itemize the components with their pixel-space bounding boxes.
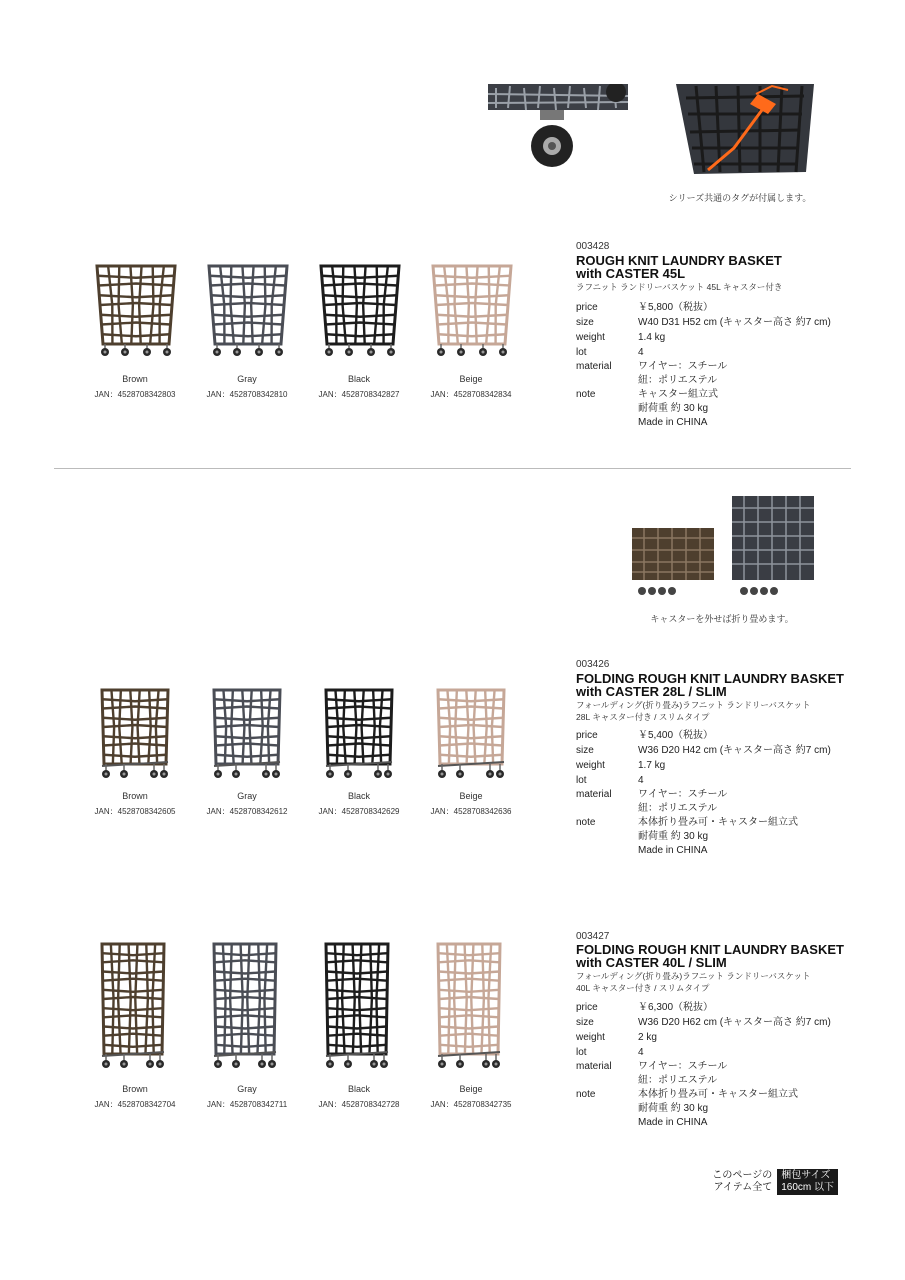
spec-value: 耐荷重 約 30 kg [638,403,709,414]
spec-table [576,729,831,858]
variant-jan: JAN：4528708342605 [94,807,176,816]
variant-color: Beige [459,374,483,384]
variant-color: Black [347,1084,370,1094]
section-divider [54,468,851,469]
spec-key: lot [576,1047,587,1058]
spec-table [576,1001,831,1130]
variant-jan: JAN：4528708342735 [430,1100,512,1109]
badge-label-line: アイテム全て [713,1182,773,1193]
spec-key: lot [576,347,587,358]
spec-key: lot [576,775,587,786]
title-line: FOLDING ROUGH KNIT LAUNDRY BASKET [576,942,844,957]
basket-brown-image [95,264,177,358]
spec-value: 2 kg [638,1032,657,1043]
spec-key: material [576,1061,612,1072]
tag-detail-photo [676,84,814,176]
spec-key: weight [576,332,605,343]
basket-brown-image [98,940,168,1070]
spec-value: 耐荷重 約 30 kg [638,831,709,842]
subtitle-line: ラフニット ランドリーバスケット 45L キャスター付き [576,282,783,292]
spec-key: price [576,302,598,313]
spec-value: 4 [638,1047,644,1058]
spec-key: size [576,317,594,328]
variant-color: Black [347,374,370,384]
basket-gray-image [207,264,289,358]
product-code: 003426 [576,659,610,670]
variant-color: Brown [122,374,148,384]
spec-value: 紐：ポリエステル [638,803,718,814]
variant-jan: JAN：4528708342629 [318,807,400,816]
spec-value: 本体折り畳み可・キャスター組立式 [638,1089,798,1100]
spec-value: 本体折り畳み可・キャスター組立式 [638,817,798,828]
spec-key: price [576,730,598,741]
spec-key [576,1102,638,1116]
package-size-badge [712,1169,838,1195]
spec-value: ワイヤー：スチール [638,1061,728,1072]
spec-value: 1.7 kg [638,760,666,771]
subtitle-line: フォールディング(折り畳み)ラフニット ランドリーバスケット [576,971,811,981]
spec-value: W40 D31 H52 cm (キャスター高さ 約7 cm) [638,317,831,328]
spec-key: weight [576,1032,605,1043]
basket-black-image [322,940,392,1070]
variant-color: Black [347,791,370,801]
spec-value: ￥5,800（税抜） [638,302,714,313]
folded-baskets-photo [630,494,816,598]
basket-black-image [322,686,396,780]
basket-gray-image [210,940,280,1070]
tag-caption: シリーズ共通のタグが付属します。 [668,193,812,203]
title-line: with CASTER 28L / SLIM [576,684,727,699]
spec-key: weight [576,760,605,771]
badge-value [777,1169,838,1195]
spec-key: note [576,1089,596,1100]
title-line: FOLDING ROUGH KNIT LAUNDRY BASKET [576,671,844,686]
spec-key: price [576,1002,598,1013]
product-title [576,254,782,280]
spec-value: ￥6,300（税抜） [638,1002,714,1013]
product-title [576,943,844,969]
spec-key: size [576,1017,594,1028]
product-subtitle [576,281,782,293]
spec-value: ワイヤー：スチール [638,789,728,800]
variant-jan: JAN：4528708342636 [430,807,512,816]
spec-key [576,802,638,816]
badge-label-line: このページの [712,1170,773,1181]
variant-color: Gray [237,374,257,384]
spec-value: Made in CHINA [638,845,708,856]
subtitle-line: 28L キャスター付き / スリムタイプ [576,712,710,722]
title-line: with CASTER 40L / SLIM [576,955,727,970]
spec-value: W36 D20 H62 cm (キャスター高さ 約7 cm) [638,1017,831,1028]
basket-gray-image [210,686,284,780]
variant-jan: JAN：4528708342827 [318,390,400,399]
spec-key: note [576,817,596,828]
spec-key: size [576,745,594,756]
variant-jan: JAN：4528708342728 [318,1100,400,1109]
spec-key [576,830,638,844]
spec-value: Made in CHINA [638,1117,708,1128]
spec-value: 紐：ポリエステル [638,1075,718,1086]
basket-beige-image [434,940,504,1070]
product-code: 003428 [576,241,610,252]
variant-color: Beige [459,791,483,801]
badge-label [712,1170,772,1194]
spec-value: 紐：ポリエステル [638,375,718,386]
spec-key [576,1074,638,1088]
basket-brown-image [98,686,172,780]
subtitle-line: 40L キャスター付き / スリムタイプ [576,983,710,993]
product-title [576,672,844,698]
title-line: ROUGH KNIT LAUNDRY BASKET [576,253,782,268]
spec-key [576,1116,638,1130]
variant-color: Brown [122,791,148,801]
spec-value: Made in CHINA [638,417,708,428]
spec-value: W36 D20 H42 cm (キャスター高さ 約7 cm) [638,745,831,756]
spec-key: note [576,389,596,400]
basket-black-image [319,264,401,358]
caster-detail-photo [488,84,628,168]
spec-value: 1.4 kg [638,332,666,343]
product-code: 003427 [576,931,610,942]
basket-beige-image [431,264,513,358]
spec-key [576,844,638,858]
variant-jan: JAN：4528708342612 [206,807,288,816]
badge-value-line: 梱包サイズ [781,1170,831,1181]
subtitle-line: フォールディング(折り畳み)ラフニット ランドリーバスケット [576,700,811,710]
variant-jan: JAN：4528708342834 [430,390,512,399]
variant-jan: JAN：4528708342810 [206,390,288,399]
badge-value-line: 160cm 以下 [781,1182,834,1193]
product-subtitle [576,699,810,723]
spec-key: material [576,361,612,372]
title-line: with CASTER 45L [576,266,686,281]
spec-value: キャスター組立式 [638,389,718,400]
spec-value: 4 [638,347,644,358]
spec-key [576,416,638,430]
spec-key [576,402,638,416]
fold-caption: キャスターを外せば折り畳めます。 [650,614,794,624]
variant-color: Brown [122,1084,148,1094]
spec-value: 4 [638,775,644,786]
spec-value: ￥5,400（税抜） [638,730,714,741]
variant-color: Gray [237,791,257,801]
variant-color: Gray [237,1084,257,1094]
spec-value: ワイヤー：スチール [638,361,728,372]
variant-jan: JAN：4528708342803 [94,390,176,399]
variant-jan: JAN：4528708342704 [94,1100,176,1109]
product-subtitle [576,970,810,994]
spec-value: 耐荷重 約 30 kg [638,1103,709,1114]
spec-table [576,301,831,430]
basket-beige-image [434,686,508,780]
spec-key [576,374,638,388]
variant-color: Beige [459,1084,483,1094]
spec-key: material [576,789,612,800]
variant-jan: JAN：4528708342711 [206,1100,288,1109]
